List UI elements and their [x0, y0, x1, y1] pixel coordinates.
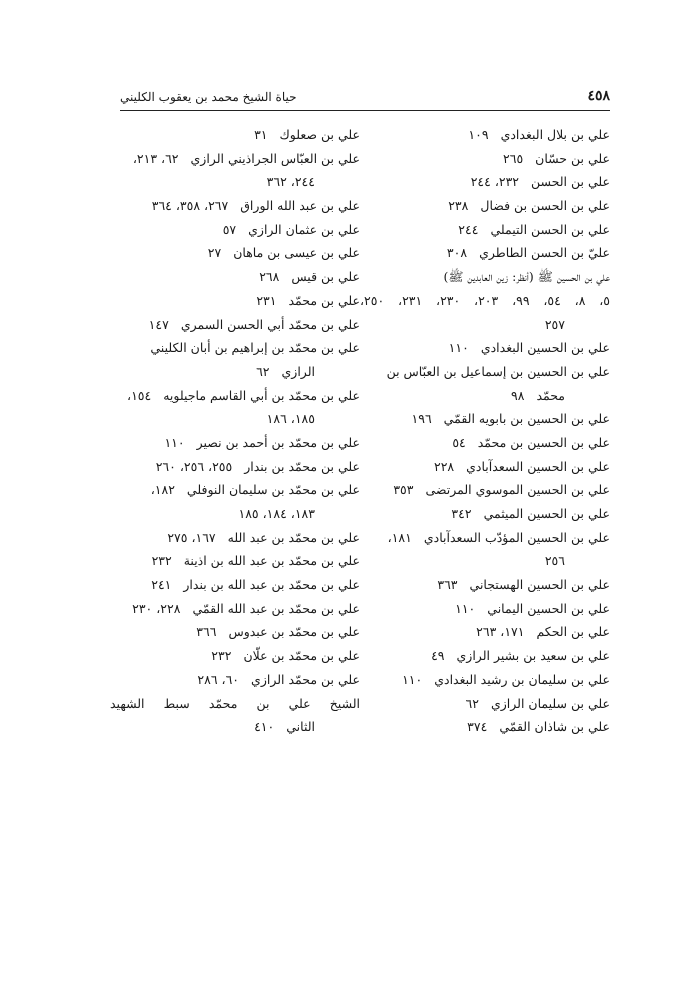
entry-name: علي بن الحسين بن إسماعيل بن العبّاس بن [386, 363, 610, 379]
entry-pages: ٣٤٢ [451, 506, 472, 521]
index-entry [110, 218, 360, 242]
index-entry [110, 194, 360, 218]
entry-name: ١٨٣، ١٨٤، ١٨٥ [238, 506, 315, 521]
entry-pages: ٣٦٦ [196, 624, 217, 640]
entry-pages: ١١٠ [455, 600, 476, 616]
entry-name: علي بن محمّد بن أحمد بن نصير [196, 434, 360, 450]
index-entry [360, 478, 610, 502]
index-entry-continuation [110, 360, 360, 384]
index-entry [360, 668, 610, 692]
entry-name: الرازي [281, 363, 315, 379]
index-entry-continuation [360, 289, 610, 313]
entry-name: ٢٤٤، ٣٦٢ [266, 174, 315, 190]
entry-name: الثاني [286, 719, 315, 735]
entry-name: علي بن عيسى بن ماهان [233, 245, 360, 261]
index-entry [110, 336, 360, 360]
entry-name: علي بن سعيد بن بشير الرازي [456, 648, 610, 664]
entry-name: علي بن عبد الله الوراق [240, 198, 360, 214]
entry-pages: ٤٩ [431, 648, 445, 664]
index-column-left [110, 123, 360, 739]
entry-name: علي بن الحسين الموسوي المرتضى [425, 482, 610, 498]
entry-pages: ٢٢٨ [433, 458, 455, 474]
index-entry [110, 573, 360, 597]
index-entry [110, 549, 360, 573]
running-header [120, 88, 610, 111]
index-entry [360, 194, 610, 218]
entry-name: علي بن الحسين ﷺ (أنظر: زين العابدين ﷺ) [443, 269, 610, 285]
index-entry [360, 597, 610, 621]
entry-pages: ١٨٢، [150, 482, 175, 498]
entry-pages: ٢٤٤ [458, 221, 479, 237]
entry-pages: ٦٠، ٢٨٦ [197, 671, 240, 687]
entry-pages: ١٤٧ [148, 316, 169, 332]
entry-name: علي بن محمّد الرازي [251, 671, 360, 687]
entry-pages: ٤١٠ [254, 719, 275, 735]
entry-name: علي بن محمّد بن عبد الله القمّي [192, 600, 360, 616]
entry-pages: ٣٥٣ [393, 482, 414, 498]
entry-name: الشيخ علي بن محمّد سبط الشهيد [110, 695, 360, 711]
entry-pages: ٦٢ [465, 695, 479, 711]
index-column-right [360, 123, 610, 739]
entry-name: علي بن الحسن التيملي [490, 221, 610, 237]
entry-pages: ٦٢، ٢١٣، [132, 150, 179, 166]
index-entry [110, 644, 360, 668]
index-entry [110, 668, 360, 692]
index-entry-continuation [360, 384, 610, 408]
entry-pages: ١٦٧، ٢٧٥ [167, 529, 216, 545]
entry-pages: ٢٣٢ [151, 553, 172, 569]
index-entry [360, 692, 610, 716]
index-entry-continuation [110, 692, 360, 716]
index-entry-continuation [360, 313, 610, 337]
entry-pages: ٩٨ [511, 387, 525, 403]
index-entry-continuation [110, 502, 360, 526]
index-entry [360, 170, 610, 194]
entry-name: علي بن الحسن بن فضال [480, 198, 610, 214]
index-entry-continuation [360, 549, 610, 573]
index-entry [360, 573, 610, 597]
index-entry [110, 241, 360, 265]
index-entry [360, 265, 610, 289]
entry-name: علي بن محمّد بن سليمان النوفلي [186, 482, 360, 498]
index-entry [110, 597, 360, 621]
entry-pages: ٥٤ [452, 434, 466, 450]
index-entry-continuation [110, 407, 360, 431]
entry-name: ٥، ٨، ٥٤، ٩٩، ٢٠٣، ٢٣٠، ٢٣١، ٢٥٠، [360, 292, 610, 308]
entry-pages: ٣٧٤ [467, 719, 488, 735]
index-entry [360, 455, 610, 479]
entry-pages: ٣٠٨ [446, 245, 468, 261]
entry-name: ٢٥٦ [544, 553, 565, 569]
entry-name: علي بن محمّد بن عبد الله [227, 529, 360, 545]
index-entry [110, 384, 360, 408]
entry-name: علي بن صعلوك [279, 127, 360, 142]
entry-pages: ٢٧ [207, 245, 222, 261]
index-entry [360, 715, 610, 739]
index-entry [110, 147, 360, 171]
entry-name: علي بن الحكم [536, 624, 610, 640]
index-entry [110, 313, 360, 337]
index-entry [110, 265, 360, 289]
entry-pages: ١١٠ [164, 434, 185, 450]
entry-name: علي بن محمّد بن عبد الله بن بندار [183, 577, 360, 593]
entry-name: علي بن العبّاس الجراذيني الرازي [190, 150, 360, 166]
entry-pages: ٢٣٢ [211, 648, 232, 664]
entry-pages: ١٩٦ [411, 411, 432, 427]
entry-pages: ٣١ [254, 127, 268, 142]
entry-name: علي بن عثمان الرازي [248, 221, 360, 237]
index-entry-continuation [110, 715, 360, 739]
index-entry [360, 123, 610, 147]
entry-name: علي بن محمّد بن أبي القاسم ماجيلويه [163, 387, 360, 403]
entry-name: علي بن محمّد بن عبدوس [228, 624, 360, 640]
entry-pages: ١٥٤، [127, 387, 152, 403]
index-entry [110, 289, 360, 313]
entry-name: علي بن سليمان بن رشيد البغدادي [434, 671, 610, 687]
entry-pages: ٢٣٢، ٢٤٤ [470, 174, 520, 190]
index-entry [360, 620, 610, 644]
entry-pages: ٢٣٨ [448, 198, 469, 214]
entry-name: علي بن الحسن [531, 174, 610, 190]
entry-pages: ١٠٩ [468, 127, 489, 142]
entry-name: علي بن الحسين بن بابويه القمّي [443, 411, 610, 427]
entry-pages: ٢٣١ [256, 292, 277, 308]
entry-name: علي بن محمّد بن عبد الله بن اذينة [183, 553, 360, 569]
entry-name: علي بن قيس [291, 269, 360, 285]
entry-name: محمّد [536, 387, 565, 403]
entry-name: عليّ بن الحسن الطاطري [479, 245, 610, 261]
entry-name: ٢٥٧ [544, 316, 565, 332]
entry-name: علي بن الحسين البغدادي [480, 340, 610, 356]
index-entry [360, 147, 610, 171]
entry-name: علي بن الحسين اليماني [487, 600, 610, 616]
entry-pages: ٢٦٧، ٣٥٨، ٣٦٤ [151, 198, 229, 214]
index-entry [110, 431, 360, 455]
entry-name: علي بن الحسين المؤدّب السعدآبادي [423, 529, 610, 545]
entry-name: علي بن حسّان [535, 150, 610, 166]
entry-name: علي بن محمّد بن بندار [244, 458, 360, 474]
entry-name: علي بن سليمان الرازي [490, 695, 610, 711]
entry-pages: ٥٧ [222, 221, 237, 237]
entry-name: علي بن محمّد بن إبراهيم بن أبان الكليني [150, 340, 360, 356]
entry-name: علي بن الحسين السعدآبادي [466, 458, 610, 474]
index-entry [360, 336, 610, 360]
entry-name: ١٨٥، ١٨٦ [266, 411, 315, 427]
index-entry [110, 123, 360, 147]
index-entry [360, 644, 610, 668]
entry-pages: ١٧١، ٢٦٣ [476, 624, 525, 640]
index-entry [110, 526, 360, 550]
entry-name: علي بن محمّد أبي الحسن السمري [180, 316, 360, 332]
index-entry [110, 620, 360, 644]
page-number: ٤٥٨ [587, 88, 610, 104]
entry-pages: ٢٦٨ [259, 269, 280, 285]
entry-pages: ٦٢ [256, 363, 270, 379]
index-entry [360, 407, 610, 431]
entry-name: علي بن بلال البغدادي [500, 127, 610, 142]
index-entry [360, 218, 610, 242]
index-entry [110, 478, 360, 502]
index-entry [110, 455, 360, 479]
index-entry [360, 360, 610, 384]
entry-pages: ١١٠ [402, 671, 423, 687]
entry-name: علي بن محمّد بن علّان [243, 648, 360, 664]
entry-pages: ٣٦٣ [437, 577, 458, 593]
entry-pages: ٢٦٥ [503, 150, 524, 166]
entry-name: علي بن الحسين بن محمّد [477, 434, 610, 450]
entry-pages: ٢٥٥، ٢٥٦، ٢٦٠ [155, 458, 233, 474]
entry-name: علي بن الحسين الميثمي [483, 506, 610, 521]
entry-pages: ٢٤١ [151, 577, 172, 593]
entry-name: علي بن محمّد [288, 292, 360, 308]
book-title: حياة الشيخ محمد بن يعقوب الكليني [120, 90, 297, 104]
index-entry [360, 502, 610, 526]
index-entry [360, 241, 610, 265]
entry-pages: ١١٠ [448, 340, 469, 356]
index-entry [360, 526, 610, 550]
entry-name: علي بن شاذان القمّي [499, 719, 610, 735]
entry-pages: ١٨١، [387, 529, 412, 545]
index-entry [360, 431, 610, 455]
entry-pages: ٢٢٨، ٢٣٠ [132, 600, 181, 616]
index-entry-continuation [110, 170, 360, 194]
entry-name: علي بن الحسين الهستجاني [469, 577, 610, 593]
